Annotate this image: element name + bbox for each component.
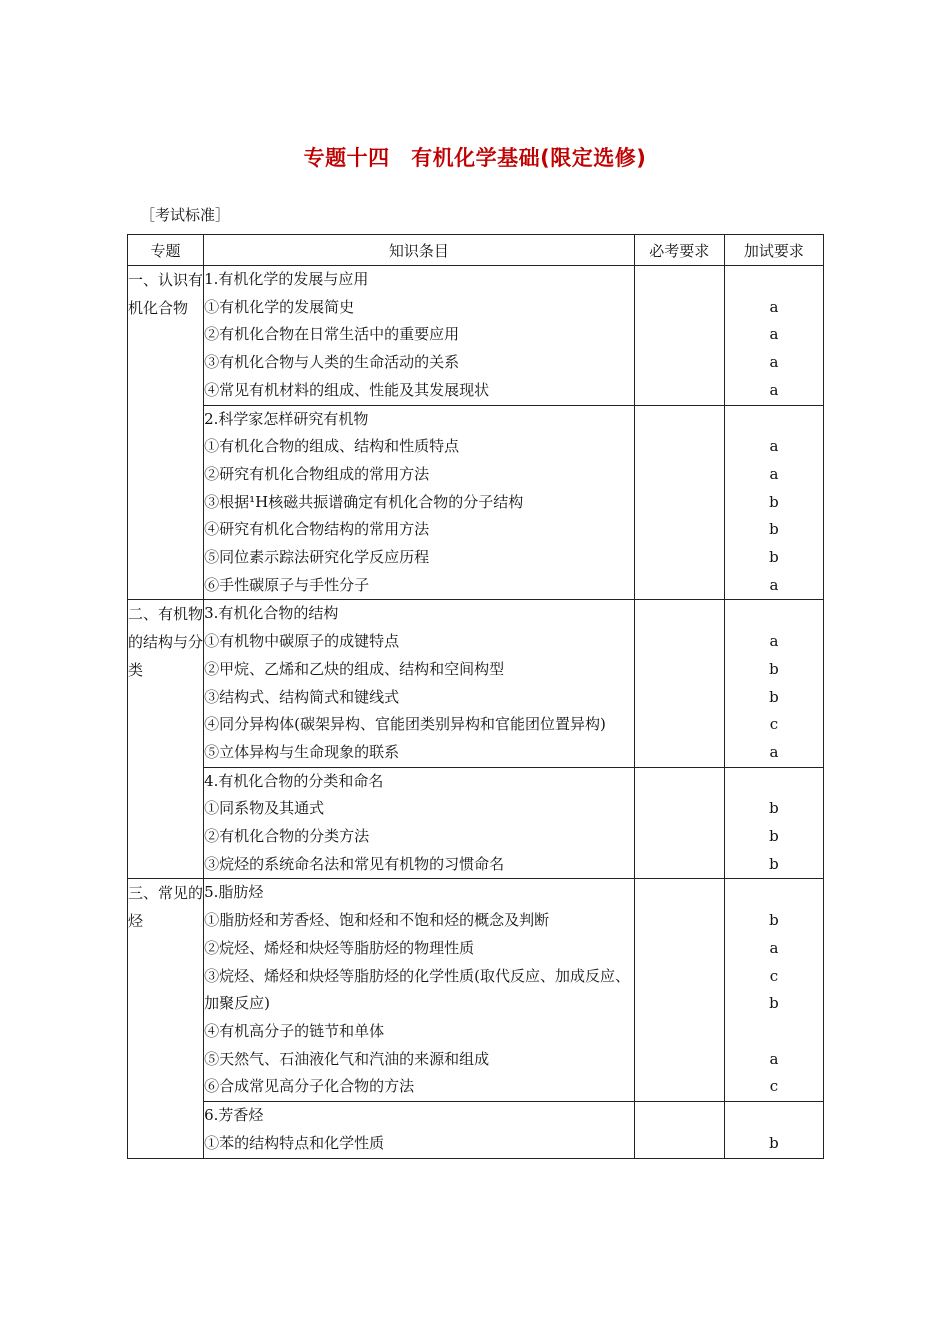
table-row (128, 879, 824, 1102)
list-item: ①脂肪烃和芳香烃、饱和烃和不饱和烃的概念及判断 (204, 911, 550, 930)
list-item: ①有机化学的发展简史 (204, 297, 355, 316)
level-value: c (769, 715, 779, 734)
required-cell (634, 767, 724, 879)
level-value: b (769, 520, 779, 539)
level-value: b (769, 799, 779, 818)
group-heading: 5.脂肪烃 (204, 883, 264, 902)
items-cell (204, 1102, 635, 1158)
additional-cell (724, 879, 823, 1102)
level-value: a (769, 632, 779, 651)
list-item: ④常见有机材料的组成、性能及其发展现状 (204, 380, 490, 399)
list-item: ⑥合成常见高分子化合物的方法 (204, 1077, 415, 1096)
level-value: b (769, 911, 779, 930)
level-value: a (769, 575, 779, 594)
table-row (128, 1102, 824, 1158)
table-row (128, 405, 824, 600)
list-item: ②有机化合物的分类方法 (204, 827, 370, 846)
list-item: ②有机化合物在日常生活中的重要应用 (204, 325, 460, 344)
items-cell (204, 405, 635, 600)
group-heading: 3.有机化合物的结构 (204, 604, 339, 623)
document-title: 专题十四 有机化学基础(限定选修) (303, 146, 647, 170)
items-cell (204, 767, 635, 879)
standards-table (127, 234, 824, 1159)
list-item: ②研究有机化合物组成的常用方法 (204, 464, 430, 483)
level-value: b (769, 659, 779, 678)
level-value: a (769, 325, 779, 344)
header-additional: 加试要求 (724, 235, 823, 266)
table-header-row (128, 235, 824, 266)
list-item: ①有机物中碳原子的成键特点 (204, 632, 400, 651)
level-value: a (769, 938, 779, 957)
list-item: ①有机化合物的组成、结构和性质特点 (204, 437, 460, 456)
group-heading: 2.科学家怎样研究有机物 (204, 409, 369, 428)
items-cell (204, 600, 635, 767)
list-item: ③有机化合物与人类的生命活动的关系 (204, 353, 460, 372)
list-item: ④有机高分子的链节和单体 (204, 1021, 385, 1040)
additional-cell (724, 266, 823, 406)
list-item: ②烷烃、烯烃和炔烃等脂肪烃的物理性质 (204, 938, 475, 957)
required-cell (634, 405, 724, 600)
items-cell (204, 879, 635, 1102)
header-topic: 专题 (128, 235, 204, 266)
additional-cell (724, 600, 823, 767)
table-row (128, 600, 824, 767)
section-label: ［考试标准］ (140, 206, 231, 224)
group-heading: 6.芳香烃 (204, 1106, 264, 1125)
header-item: 知识条目 (204, 235, 635, 266)
topic-cell: 三、常见的烃 (128, 879, 204, 1158)
level-value: a (769, 437, 779, 456)
items-cell (204, 266, 635, 406)
list-item: ③根据¹H核磁共振谱确定有机化合物的分子结构 (204, 492, 524, 511)
required-cell (634, 266, 724, 406)
level-value: b (769, 687, 779, 706)
required-cell (634, 1102, 724, 1158)
list-item: ③结构式、结构简式和键线式 (204, 687, 400, 706)
additional-cell (724, 405, 823, 600)
list-item: ⑤同位素示踪法研究化学反应历程 (204, 548, 430, 567)
list-item: ②甲烷、乙烯和乙炔的组成、结构和空间构型 (204, 659, 505, 678)
list-item: ⑥手性碳原子与手性分子 (204, 575, 370, 594)
list-item: ④研究有机化合物结构的常用方法 (204, 520, 430, 539)
additional-cell (724, 767, 823, 879)
level-value: c (769, 1077, 779, 1096)
required-cell (634, 600, 724, 767)
topic-cell: 二、有机物的结构与分类 (128, 600, 204, 879)
topic-cell: 一、认识有机化合物 (128, 266, 204, 600)
level-value: b (769, 854, 779, 873)
header-required: 必考要求 (634, 235, 724, 266)
level-value: a (769, 742, 779, 761)
level-value: a (769, 353, 779, 372)
level-value: b (769, 547, 779, 566)
level-value: c (769, 966, 779, 985)
level-value: b (769, 994, 779, 1013)
list-item: ④同分异构体(碳架异构、官能团类别异构和官能团位置异构) (204, 715, 606, 734)
level-value: b (769, 827, 779, 846)
level-value: b (769, 1133, 779, 1152)
table-row (128, 767, 824, 879)
required-cell (634, 879, 724, 1102)
group-heading: 4.有机化合物的分类和命名 (204, 771, 384, 790)
level-value: b (769, 492, 779, 511)
list-item: ①同系物及其通式 (204, 799, 325, 818)
list-item: ①苯的结构特点和化学性质 (204, 1133, 385, 1152)
table-row (128, 266, 824, 406)
list-item: ③烷烃的系统命名法和常见有机物的习惯命名 (204, 854, 505, 873)
level-value: a (769, 464, 779, 483)
group-heading: 1.有机化学的发展与应用 (204, 270, 369, 288)
list-item: ⑤天然气、石油液化气和汽油的来源和组成 (204, 1049, 490, 1068)
additional-cell (724, 1102, 823, 1158)
list-item: ③烷烃、烯烃和炔烃等脂肪烃的化学性质(取代反应、加成反应、加聚反应) (204, 966, 630, 1013)
list-item: ⑤立体异构与生命现象的联系 (204, 742, 400, 761)
level-value: a (769, 297, 779, 316)
level-value: a (769, 1049, 779, 1068)
level-value: a (769, 380, 779, 399)
